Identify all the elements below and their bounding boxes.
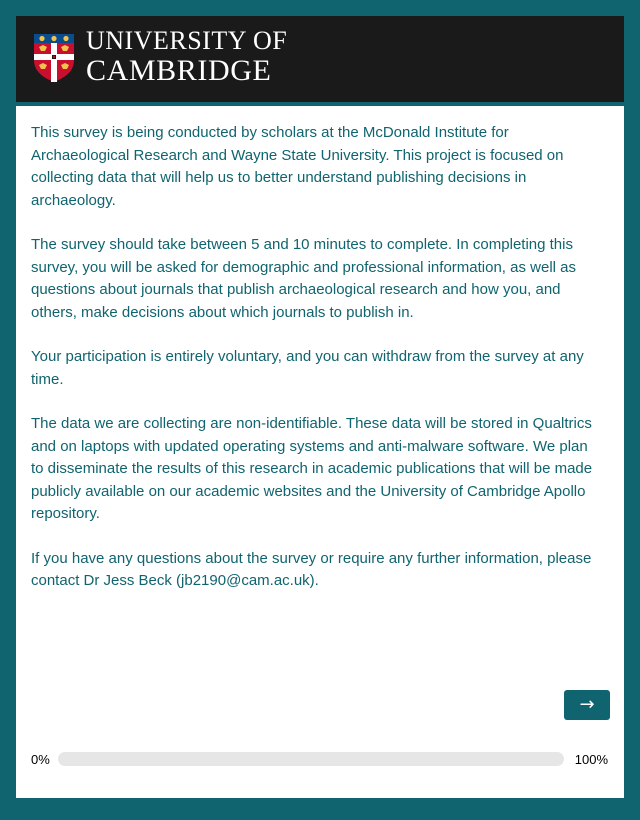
- intro-paragraph-2: The survey should take between 5 and 10 minutes to complete. In completing this survey, you will be asked for demographic and professional information, as well as questions about journals that publish archaeological research and how you, and others, make decisions about which journals to publish in.: [31, 236, 576, 321]
- progress-start-label: 0%: [31, 752, 50, 767]
- progress-end-label: 100%: [574, 752, 608, 767]
- progress-bar: [58, 752, 564, 766]
- next-button[interactable]: →: [564, 690, 610, 720]
- intro-paragraph-4: The data we are collecting are non-identifiable. These data will be stored in Qualtrics and on laptops with updated operating systems and anti-malware software. We plan to disseminate the results of this research in academic publications that will be made publicly available on our academic websites and the University of Cambridge Apollo repository.: [31, 415, 593, 522]
- survey-card: [16, 16, 624, 798]
- intro-paragraph-5: If you have any questions about the survey or require any further information, please contact Dr Jess Beck (jb2190@cam.ac.uk).: [31, 549, 592, 589]
- header-banner: [16, 16, 624, 106]
- intro-text: [31, 122, 601, 615]
- intro-paragraph-3: Your participation is entirely voluntary, and you can withdraw from the survey at any time.: [31, 348, 584, 388]
- wordmark-line2: CAMBRIDGE: [86, 54, 272, 87]
- university-wordmark: [86, 28, 287, 86]
- cambridge-crest-icon: [34, 34, 74, 82]
- intro-paragraph-1: This survey is being conducted by scholars at the McDonald Institute for Archaeological Research and Wayne State University. This project is focused on collecting data that will help us to better understand publishing decisions in archaeology.: [31, 124, 564, 209]
- wordmark-line1: UNIVERSITY OF: [86, 26, 288, 55]
